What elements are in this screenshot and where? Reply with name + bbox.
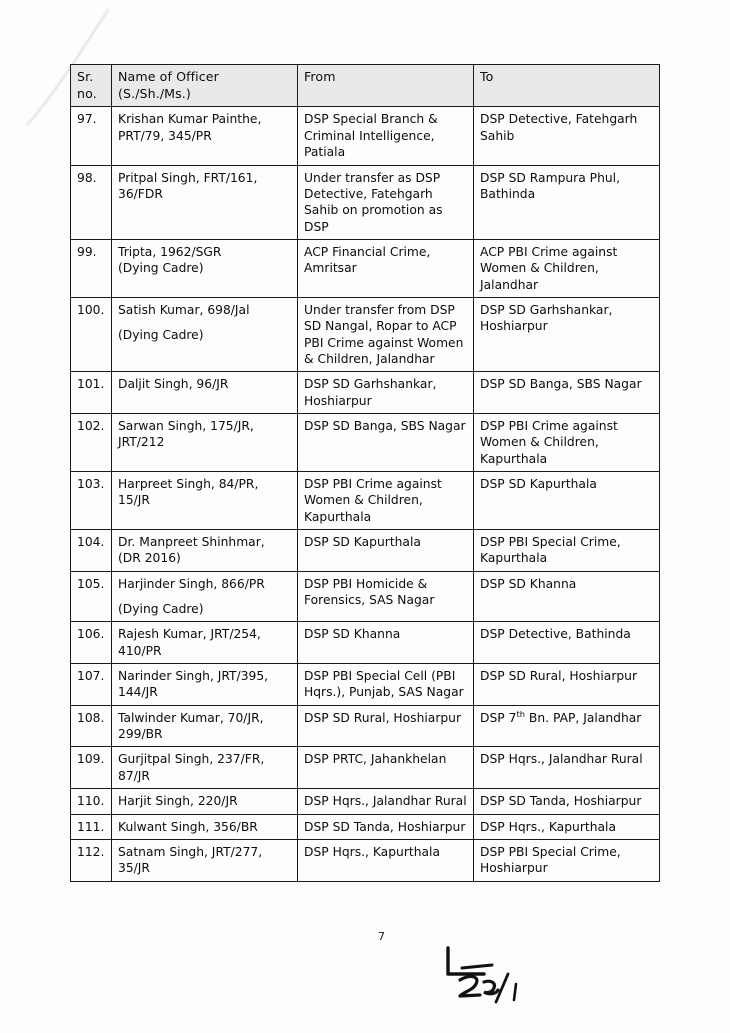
cell-sr-no: 101. <box>71 372 112 414</box>
cell-to-posting: DSP Hqrs., Jalandhar Rural <box>474 747 660 789</box>
table-header-row <box>71 65 660 107</box>
officer-name-text: Harjit Singh, 220/JR <box>118 794 238 809</box>
cell-to-posting: DSP PBI Special Crime, Hoshiarpur <box>474 839 660 881</box>
table-row <box>71 372 660 414</box>
column-header-name-line1: Name of Officer <box>118 69 219 84</box>
column-header-to-label: To <box>480 69 494 84</box>
cell-sr-no: 112. <box>71 839 112 881</box>
cell-sr-no: 104. <box>71 530 112 572</box>
column-header-sr-no <box>71 65 112 107</box>
column-header-name <box>112 65 298 107</box>
table-row <box>71 530 660 572</box>
cell-officer-name <box>112 747 298 789</box>
cell-officer-name <box>112 664 298 706</box>
cell-to-posting: DSP SD Khanna <box>474 571 660 622</box>
officer-cadre-note: (Dying Cadre) <box>118 328 204 343</box>
cell-from-posting: Under transfer from DSP SD Nangal, Ropar to ACP PBI Crime against Women & Children, Jalandhar <box>298 297 474 371</box>
cell-sr-no: 99. <box>71 239 112 297</box>
cell-sr-no: 103. <box>71 472 112 530</box>
table-row <box>71 297 660 371</box>
officer-name-text: Satnam Singh, JRT/277, 35/JR <box>118 844 263 876</box>
cell-sr-no: 100. <box>71 297 112 371</box>
cell-sr-no: 107. <box>71 664 112 706</box>
table-row <box>71 413 660 471</box>
table-row <box>71 664 660 706</box>
cell-from-posting: DSP PBI Special Cell (PBI Hqrs.), Punjab, SAS Nagar <box>298 664 474 706</box>
to-posting-prefix: DSP 7 <box>480 710 517 725</box>
officer-name-text: Tripta, 1962/SGR <box>118 244 222 259</box>
officer-name-text: Harjinder Singh, 866/PR <box>118 576 265 591</box>
cell-to-posting: DSP SD Rampura Phul, Bathinda <box>474 165 660 239</box>
table-row <box>71 839 660 881</box>
cell-to-posting: DSP SD Tanda, Hoshiarpur <box>474 789 660 814</box>
cell-from-posting: DSP SD Rural, Hoshiarpur <box>298 705 474 747</box>
cell-sr-no: 102. <box>71 413 112 471</box>
officer-cadre-note: (Dying Cadre) <box>118 602 204 617</box>
table-row <box>71 571 660 622</box>
officer-name-text: Pritpal Singh, FRT/161, 36/FDR <box>118 170 258 201</box>
column-header-to <box>474 65 660 107</box>
cell-officer-name <box>112 165 298 239</box>
cell-sr-no: 109. <box>71 747 112 789</box>
cell-from-posting: DSP SD Khanna <box>298 622 474 664</box>
table-row <box>71 814 660 839</box>
officer-cadre-note: (DR 2016) <box>118 551 181 566</box>
cell-officer-name <box>112 789 298 814</box>
cell-officer-name <box>112 530 298 572</box>
cell-from-posting: ACP Financial Crime, Amritsar <box>298 239 474 297</box>
cell-sr-no: 98. <box>71 165 112 239</box>
cell-officer-name <box>112 413 298 471</box>
cell-sr-no: 106. <box>71 622 112 664</box>
table-row <box>71 239 660 297</box>
cell-to-posting: DSP SD Banga, SBS Nagar <box>474 372 660 414</box>
officer-name-text: Gurjitpal Singh, 237/FR, 87/JR <box>118 752 265 783</box>
cell-to-posting: DSP Detective, Bathinda <box>474 622 660 664</box>
cell-from-posting: DSP SD Garhshankar, Hoshiarpur <box>298 372 474 414</box>
column-header-from <box>298 65 474 107</box>
cell-to-posting: DSP PBI Special Crime, Kapurthala <box>474 530 660 572</box>
officer-name-text: Narinder Singh, JRT/395, 144/JR <box>118 669 269 700</box>
officer-cadre-note: (Dying Cadre) <box>118 261 204 276</box>
officer-name-text: Talwinder Kumar, 70/JR, 299/BR <box>118 710 264 742</box>
cell-from-posting: DSP PBI Crime against Women & Children, Kapurthala <box>298 472 474 530</box>
column-header-sr-line1: Sr. <box>77 69 94 84</box>
cell-to-posting: DSP SD Garhshankar, Hoshiarpur <box>474 297 660 371</box>
table-row <box>71 705 660 747</box>
to-posting-suffix: Bn. PAP, Jalandhar <box>525 710 642 725</box>
cell-officer-name <box>112 705 298 747</box>
cell-sr-no: 111. <box>71 814 112 839</box>
cell-from-posting: DSP PBI Homicide & Forensics, SAS Nagar <box>298 571 474 622</box>
table-body <box>71 107 660 881</box>
cell-from-posting: DSP SD Kapurthala <box>298 530 474 572</box>
officer-name-text: Rajesh Kumar, JRT/254, 410/PR <box>118 627 261 658</box>
cell-from-posting: DSP PRTC, Jahankhelan <box>298 747 474 789</box>
table-row <box>71 107 660 165</box>
cell-officer-name <box>112 571 298 622</box>
cell-officer-name <box>112 239 298 297</box>
cell-to-posting: DSP Hqrs., Kapurthala <box>474 814 660 839</box>
officer-name-text: Daljit Singh, 96/JR <box>118 377 229 392</box>
cell-officer-name <box>112 297 298 371</box>
cell-officer-name <box>112 814 298 839</box>
officer-name-text: Harpreet Singh, 84/PR, 15/JR <box>118 477 259 508</box>
cell-from-posting: DSP Special Branch & Criminal Intelligence, Patiala <box>298 107 474 165</box>
table-row <box>71 789 660 814</box>
column-header-from-label: From <box>304 69 336 84</box>
cell-from-posting: DSP SD Banga, SBS Nagar <box>298 413 474 471</box>
cell-from-posting: DSP SD Tanda, Hoshiarpur <box>298 814 474 839</box>
cell-to-posting: ACP PBI Crime against Women & Children, Jalandhar <box>474 239 660 297</box>
cell-officer-name <box>112 472 298 530</box>
table-row <box>71 622 660 664</box>
table-row <box>71 472 660 530</box>
cell-officer-name <box>112 839 298 881</box>
cell-to-posting <box>474 705 660 747</box>
cell-sr-no: 108. <box>71 705 112 747</box>
cell-officer-name <box>112 372 298 414</box>
cell-to-posting: DSP PBI Crime against Women & Children, Kapurthala <box>474 413 660 471</box>
cell-to-posting: DSP SD Rural, Hoshiarpur <box>474 664 660 706</box>
cell-officer-name <box>112 622 298 664</box>
cell-sr-no: 105. <box>71 571 112 622</box>
table-row <box>71 165 660 239</box>
cell-sr-no: 97. <box>71 107 112 165</box>
cell-from-posting: Under transfer as DSP Detective, Fatehgarh Sahib on promotion as DSP <box>298 165 474 239</box>
handwritten-signature-mark <box>440 940 550 1015</box>
officer-name-text: Krishan Kumar Painthe, PRT/79, 345/PR <box>118 112 262 143</box>
cell-sr-no: 110. <box>71 789 112 814</box>
cell-to-posting: DSP Detective, Fatehgarh Sahib <box>474 107 660 165</box>
cell-from-posting: DSP Hqrs., Jalandhar Rural <box>298 789 474 814</box>
officer-name-text: Satish Kumar, 698/Jal <box>118 302 250 317</box>
cell-from-posting: DSP Hqrs., Kapurthala <box>298 839 474 881</box>
column-header-name-line2: (S./Sh./Ms.) <box>118 85 191 101</box>
column-header-sr-line2: no. <box>77 85 97 101</box>
page-number: 7 <box>378 930 385 943</box>
officer-name-text: Dr. Manpreet Shinhmar, <box>118 535 265 550</box>
table-row <box>71 747 660 789</box>
cell-to-posting: DSP SD Kapurthala <box>474 472 660 530</box>
cell-officer-name <box>112 107 298 165</box>
officer-name-text: Sarwan Singh, 175/JR, JRT/212 <box>118 418 254 450</box>
officer-transfer-table <box>70 64 660 882</box>
officer-name-text: Kulwant Singh, 356/BR <box>118 819 258 834</box>
to-posting-ordinal-suffix: th <box>516 708 526 719</box>
